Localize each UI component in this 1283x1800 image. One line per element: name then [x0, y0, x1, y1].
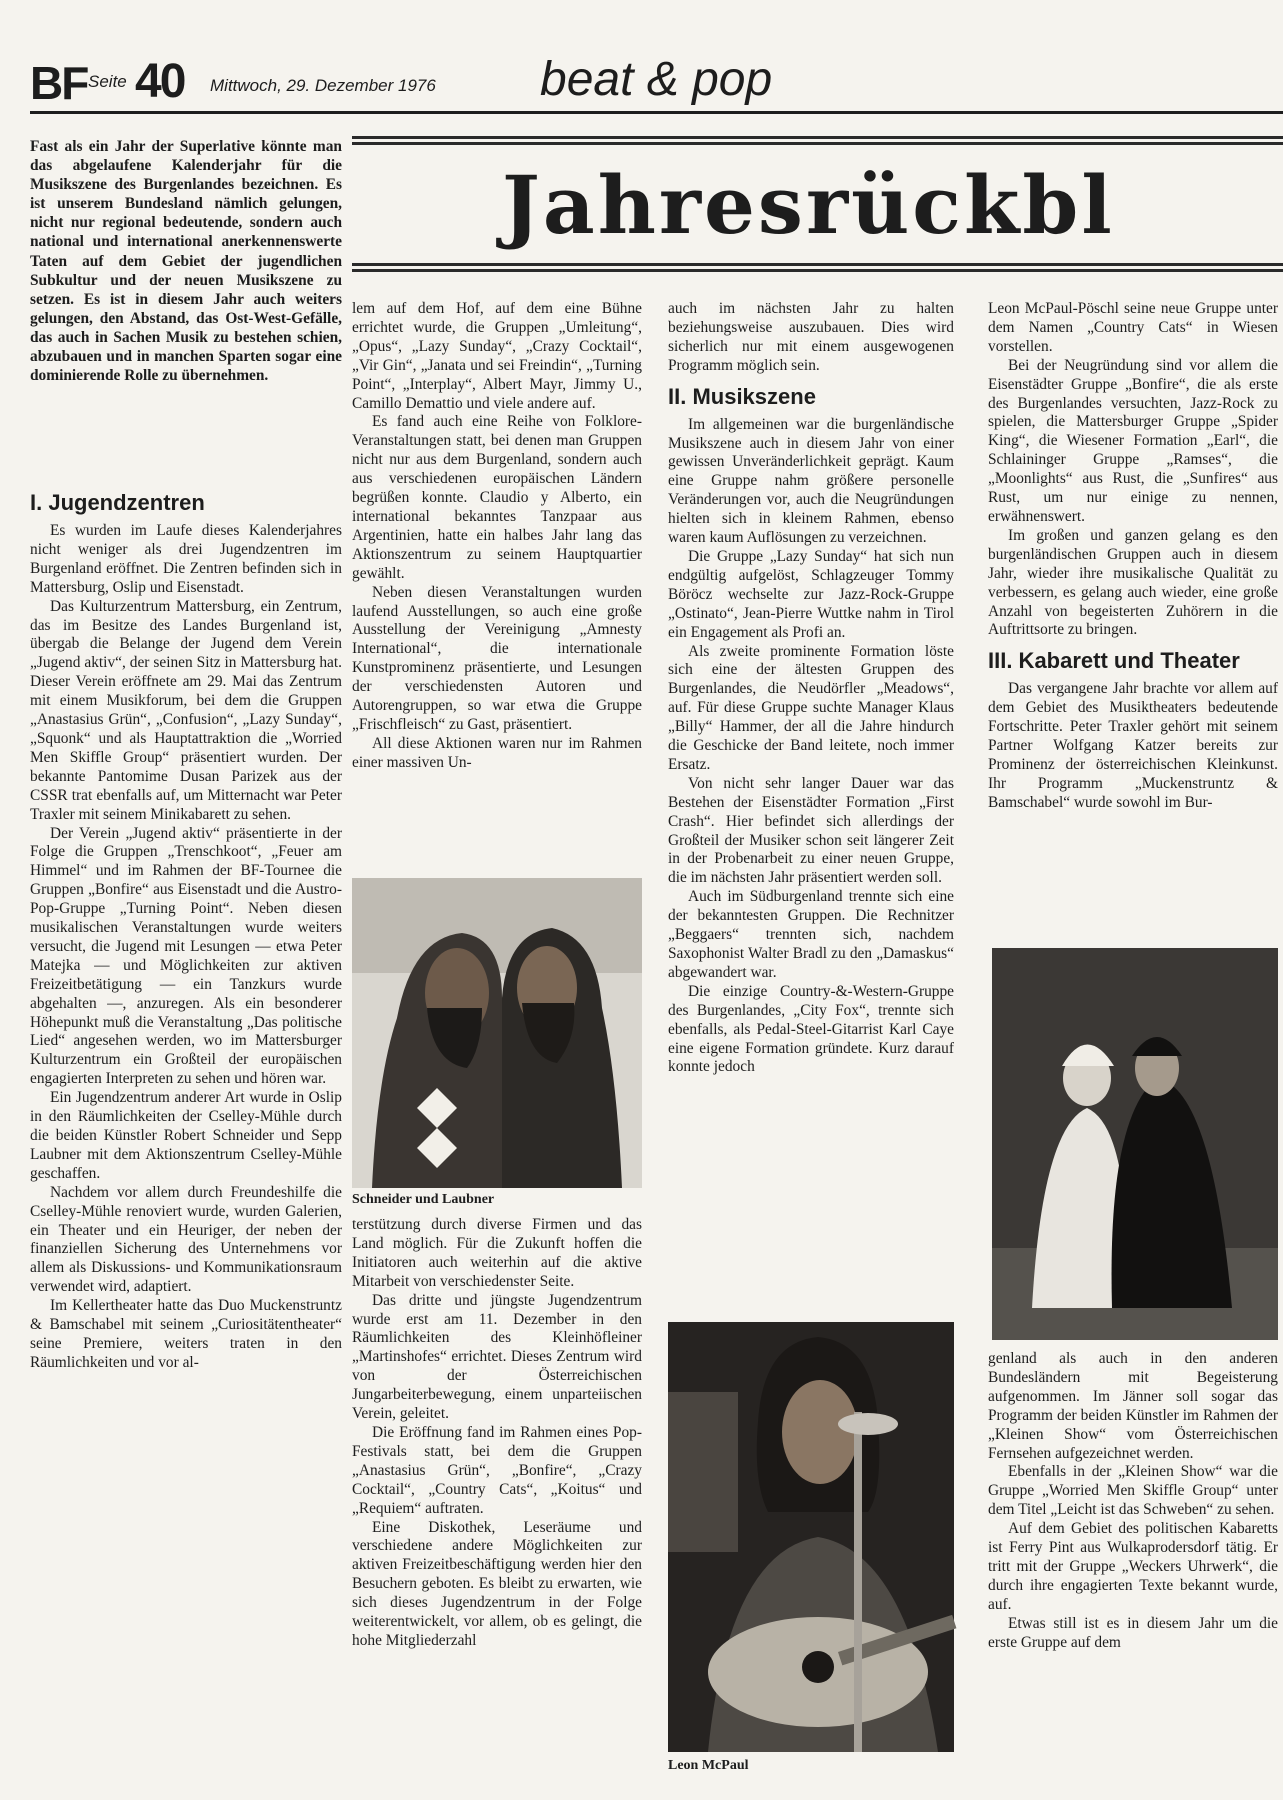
section-title: beat & pop	[540, 53, 773, 106]
paragraph: Die Eröffnung fand im Rahmen eines Pop-Festivals statt, bei dem die Gruppen „Anastasius Grün“, „Bonfire“, „Crazy Cocktail“, „Country Cats“, „Koitus“ und „Requiem“ auftraten.	[352, 1423, 642, 1517]
heading-musikszene: II. Musikszene	[668, 383, 816, 409]
column-2-bottom	[352, 1216, 642, 1800]
two-costumed-performers-photo-icon	[992, 948, 1278, 1340]
paragraph: Es fand auch eine Reihe von Folklore-Veranstaltungen statt, bei denen man Gruppen nicht nur aus dem Burgenland, sondern auch aus verschiedenen europäischen Ländern begrüßen konnte. Claudio y Alberto, ein international bekanntes Tanzpaar aus Argentinien, hatte ein halbes Jahr lang das Aktionszentrum zu seinem Hauptquartier gewählt.	[352, 413, 642, 582]
headline-banner	[352, 136, 1283, 272]
paragraph: Das dritte und jüngste Jugendzentrum wurde erst am 11. Dezember in den Räumlichkeiten des Kleinhöfleiner „Martinshofes“ errichtet. Dieses Zentrum wird von der Österreichischen Jungarbeiterbewegung, einem unparteiischen Verein, geleitet.	[352, 1291, 642, 1423]
paragraph: Ebenfalls in der „Kleinen Show“ war die Gruppe „Worried Men Skiffle Group“ unter dem Titel „Leicht ist das Schweben“ zu sehen.	[988, 1463, 1278, 1519]
column-4-bottom	[988, 1350, 1278, 1790]
two-bearded-men-back-to-back-photo-icon	[352, 878, 642, 1188]
paragraph: Nachdem vor allem durch Freundeshilfe die Cselley-Mühle renoviert wurde, wurden Galerien, ein Theater und ein Heuriger, der neben der finanziellen Sicherung des Unternehmens vor allem als Diskussions- und Kommunikationsraum verwendet wird, adaptiert.	[30, 1183, 342, 1296]
paragraph: Auf dem Gebiet des politischen Kabaretts ist Ferry Pint aus Wulkaprodersdorf tätig. Er tritt mit der Gruppe „Weckers Uhrwerk“, die durch ihre engagierten Texte bekannt wurde, auf.	[988, 1520, 1278, 1613]
photo-caption: Schneider und Laubner	[352, 1192, 495, 1207]
paragraph: Das vergangene Jahr brachte vor allem auf dem Gebiet des Musiktheaters bedeutende Fortschritte. Peter Traxler gehört mit seinem Partner Wolfgang Katzer bereits zur Prominenz der österreichischen Kleinkunst. Ihr Programm „Muckenstruntz & Bamschabel“ wurde sowohl im Bur-	[988, 680, 1278, 811]
paragraph: Im Kellertheater hatte das Duo Muckenstruntz & Bamschabel mit seinem „Curiositätentheater“ seine Premiere, weiters traten in den Räumlichkeiten und vor al-	[30, 1297, 342, 1371]
paragraph: Etwas still ist es in diesem Jahr um die erste Gruppe auf dem	[988, 1614, 1278, 1651]
guitarist-with-microphone-photo-icon	[668, 1322, 954, 1752]
paragraph: auch im nächsten Jahr zu halten beziehungsweise auszubauen. Dies wird sicherlich nur mit einem ausgewogenen Programm möglich sein.	[668, 300, 954, 374]
bf-logo: BF	[30, 57, 88, 109]
intro-lead: Fast als ein Jahr der Superlative könnte man das abgelaufene Kalenderjahr für die Musikszene des Burgenlandes bezeichnen. Es ist unserem Bundesland nämlich gelungen, nicht nur regional bedeutende, sondern auch national und international anerkennenswerte Taten auf dem Gebiet der jugendlichen Subkultur und der neuen Musikszene zu setzen. Es ist in diesem Jahr auch weiters gelungen, den Abstand, das Ost-West-Gefälle, das auch in Sachen Musik zu bestehen schien, abzubauen und in manchen Sparten sogar eine dominierende Rolle zu übernehmen.	[30, 138, 342, 385]
heading-jugendzentren: I. Jugendzentren	[30, 490, 205, 515]
paragraph: genland als auch in den anderen Bundesländern mit Begeisterung aufgenommen. Im Jänner soll sogar das Programm der beiden Künstler im Rahmen der „Kleinen Show“ vom Österreichischen Fernsehen aufgezeichnet werden.	[988, 1350, 1278, 1462]
headline: Jahresrückbl	[502, 158, 1115, 252]
photo-kabarett	[992, 948, 1278, 1340]
column-1	[30, 482, 342, 1800]
page-label: Seite	[88, 72, 127, 91]
photo-leon-mcpaul	[668, 1322, 954, 1752]
masthead-rule	[30, 111, 1283, 114]
paragraph: Bei der Neugründung sind vor allem die Eisenstädter Gruppe „Bonfire“, die als erste des Burgenlandes versuchten, Jazz-Rock zu spielen, die Mattersburger Gruppe „Spider King“, die Wiesener Formation „Earl“, die Schlaininger Gruppe „Ramses“, die „Moonlights“ aus Rust, die „Sunfires“ aus Rust, um nur einige zu nennen, erwähnenswert.	[988, 356, 1278, 525]
paragraph: All diese Aktionen waren nur im Rahmen einer massiven Un-	[352, 734, 642, 771]
paragraph: Im großen und ganzen gelang es den burgenländischen Gruppen auch in diesem Jahr, wieder ihre musikalische Qualität zu verbessern, es gelang auch wieder, eine große Anzahl von begeisterten Zuhörern in die Auftrittsorte zu bringen.	[988, 526, 1278, 639]
heading-kabarett-theater: III. Kabarett und Theater	[988, 648, 1240, 674]
paragraph: Von nicht sehr langer Dauer war das Bestehen der Eisenstädter Formation „First Crash“. Hier befindet sich allerdings der Großteil der Musiker schon seit längerer Zeit in der Probenarbeit zu einer neuen Gruppe, die im nächsten Jahr präsentiert werden soll.	[668, 774, 954, 887]
paragraph: Auch im Südburgenland trennte sich eine der bekanntesten Gruppen. Die Rechnitzer „Beggaers“ trennten sich, nachdem Saxophonist Walter Bradl zu den „Damaskus“ abgewandert war.	[668, 888, 954, 981]
paragraph: Neben diesen Veranstaltungen wurden laufend Ausstellungen, so auch eine große Ausstellung der Vereinigung „Amnesty International“, die internationale Kunstprominenz präsentierte, und Lesungen der verschiedensten Autoren und Autorengruppen, so war etwa die Gruppe „Frischfleisch“ zu Gast, präsentiert.	[352, 583, 642, 733]
paragraph: lem auf dem Hof, auf dem eine Bühne errichtet wurde, die Gruppen „Umleitung“, „Opus“, „Lazy Sunday“, „Crazy Cocktail“, „Vir Gin“, „Janata und sei Freindin“, „Turning Point“, „Interplay“, Albert Mayr, Jimmy U., Camillo Demattio und viele andere auf.	[352, 300, 642, 412]
issue-date: Mittwoch, 29. Dezember 1976	[210, 76, 436, 95]
photo-schneider-laubner	[352, 878, 642, 1188]
paragraph: Eine Diskothek, Leseräume und verschiedene andere Möglichkeiten zur aktiven Freizeitbeschäftigung werden hier den Besuchern geboten. Es bleibt zu erwarten, wie sich dieses Jugendzentrum in der Folge weiterentwickelt, vor allem, ob es gelingt, die hohe Mitgliederzahl	[352, 1518, 642, 1649]
column-4-top	[988, 300, 1278, 811]
page-number: 40	[135, 55, 185, 108]
paragraph: Als zweite prominente Formation löste sich eine der ältesten Gruppen des Burgenlandes, die Neudörfler „Meadows“, auf. Für diese Gruppe suchte Manager Klaus „Billy“ Hammer, der all die Jahre hindurch die Geschicke der Band leitete, noch immer Ersatz.	[668, 642, 954, 773]
paragraph: Die Gruppe „Lazy Sunday“ hat sich nun endgültig aufgelöst, Schlagzeuger Tommy Böröcz wechselte zur Jazz-Rock-Gruppe „Ostinato“, Jean-Pierre Wuttke nahm in Tirol ein Engagement als Profi an.	[668, 547, 954, 641]
masthead	[30, 52, 1283, 114]
photo-caption: Leon McPaul	[668, 1758, 749, 1773]
paragraph: Das Kulturzentrum Mattersburg, ein Zentrum, das im Besitze des Landes Burgenland ist, übergab die Belange der Jugend dem Verein „Jugend aktiv“, der seinen Sitz in Mattersburg hat. Dieser Verein eröffnete am 29. Mai das Zentrum mit einem Musikforum, bei dem die Gruppen „Anastasius Grün“, „Confusion“, „Lazy Sunday“, „Squonk“ und als Hauptattraktion die „Worried Men Skiffle Group“ präsentiert wurden. Der bekannte Pantomime Dusan Parizek aus der CSSR trat ebenfalls auf, um Mitternacht war Peter Traxler mit seinem Minikabarett zu sehen.	[30, 597, 342, 823]
paragraph: Die einzige Country-&-Western-Gruppe des Burgenlandes, „City Fox“, trennte sich ebenfalls, als Pedal-Steel-Gitarrist Karl Caye eine eigene Formation gründete. Kurz darauf konnte jedoch	[668, 982, 954, 1076]
paragraph: Es wurden im Laufe dieses Kalenderjahres nicht weniger als drei Jugendzentren im Burgenland eröffnet. Die Zentren befinden sich in Mattersburg, Oslip und Eisenstadt.	[30, 522, 342, 596]
paragraph: Im allgemeinen war die burgenländische Musikszene auch in diesem Jahr von einer gewissen Unveränderlichkeit geprägt. Kaum eine Gruppe nahm größere personelle Veränderungen vor, auch die Neugründungen hielten sich in kleinem Rahmen, ebenso waren kaum Auflösungen zu verzeichnen.	[668, 415, 954, 547]
paragraph: Der Verein „Jugend aktiv“ präsentierte in der Folge die Gruppen „Trenschkoot“, „Feuer am Himmel“ und im Rahmen der BF-Tournee die Gruppen „Bonfire“ aus Eisenstadt und die Austro-Pop-Gruppe „Turning Point“. Neben diesen musikalischen Veranstaltungen wurde weiters versucht, die Jugend mit Lesungen — etwa Peter Matejka — und Möglichkeiten zur aktiven Freizeitbetätigung — ein Tanzkurs wurde abgehalten —, anzuregen. Als ein besonderer Höhepunkt muß die Veranstaltung „Das politische Lied“ angesehen werden, wo im Mattersburger Kulturzentrum ein Großteil der europäischen engagierten Interpreten zu sehen und hören war.	[30, 824, 342, 1088]
paragraph: Leon McPaul-Pöschl seine neue Gruppe unter dem Namen „Country Cats“ in Wiesen vorstellen.	[988, 300, 1278, 355]
paragraph: Ein Jugendzentrum anderer Art wurde in Oslip in den Räumlichkeiten der Cselley-Mühle durch die beiden Künstler Robert Schneider und Sepp Laubner mit dem Aktionszentrum Cselley-Mühle geschaffen.	[30, 1089, 342, 1182]
paragraph: terstützung durch diverse Firmen und das Land möglich. Für die Zukunft hoffen die Initiatoren auch weiterhin auf die aktive Mitarbeit von verschiedenster Seite.	[352, 1216, 642, 1290]
column-3	[668, 300, 954, 1312]
column-2-top	[352, 300, 642, 880]
